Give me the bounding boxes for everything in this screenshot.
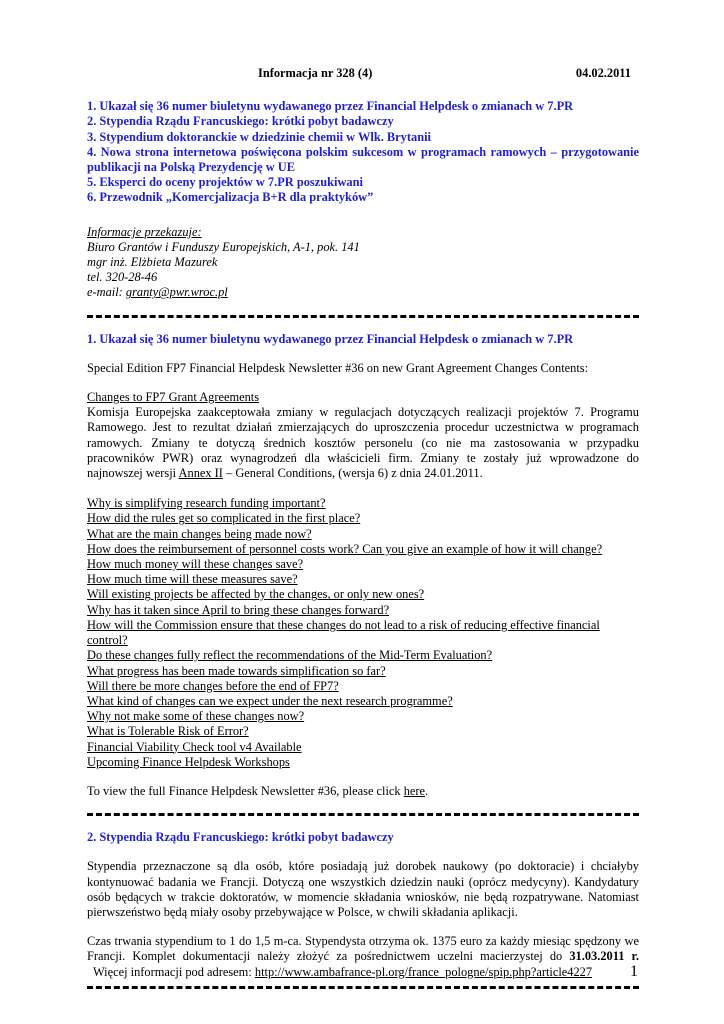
faq-link[interactable]: What is Tolerable Risk of Error? [87, 724, 249, 739]
section1-outro-start: To view the full Finance Helpdesk Newsletter #36, please click [87, 783, 404, 798]
annex-link[interactable]: Annex II [178, 466, 223, 481]
newsletter-here-link[interactable]: here [403, 783, 426, 798]
toc-item: 5. Eksperci do oceny projektów w 7.PR poszukiwani [87, 175, 363, 190]
document-header [87, 66, 639, 81]
contact-email-line [87, 285, 639, 300]
faq-link[interactable]: What are the main changes being made now? [87, 526, 312, 541]
faq-link-list [87, 496, 639, 770]
toc-item: 3. Stypendium doktoranckie w dziedzinie chemii w Wlk. Brytanii [87, 129, 431, 144]
faq-link[interactable]: How did the rules get so complicated in the first place? [87, 511, 361, 526]
section-divider [87, 315, 639, 318]
section2-paragraph-1: Stypendia przeznaczone są dla osób, które posiadają już dorobek naukowy (po doktoracie) i chciałyby kontynuować badania we Francji. Dotyczą one wszystkich dziedzin nauki (oprócz medycyny). Kandydatury osób będących w trakcie doktoratów, w momencie składania wniosków, nie będą rozpatrywane. Natomiast pierwszeństwo będą miały osoby przebywające w Polsce, w chwili składania aplikacji. [87, 859, 639, 919]
faq-link[interactable]: Do these changes fully reflect the recommendations of the Mid-Term Evaluation? [87, 648, 493, 663]
contact-block [87, 225, 639, 301]
section2-paragraph-2 [87, 934, 639, 980]
faq-link[interactable]: How much time will these measures save? [87, 572, 298, 587]
toc-item: 6. Przewodnik „Komercjalizacja B+R dla praktyków” [87, 190, 374, 205]
page-number: 1 [630, 963, 638, 980]
contact-office: Biuro Grantów i Funduszy Europejskich, A-1, pok. 141 [87, 239, 360, 254]
faq-link[interactable]: Why is simplifying research funding important? [87, 496, 326, 511]
faq-link[interactable]: Why not make some of these changes now? [87, 709, 305, 724]
faq-link[interactable]: What progress has been made towards simplification so far? [87, 663, 386, 678]
toc-item: 1. Ukazał się 36 numer biuletynu wydawanego przez Financial Helpdesk o zmianach w 7.PR [87, 99, 574, 114]
contact-person: mgr inż. Elżbieta Mazurek [87, 255, 218, 270]
section2-para2-mid: Więcej informacji pod adresem: [87, 964, 255, 979]
faq-link[interactable]: Why has it taken since April to bring these changes forward? [87, 602, 390, 617]
section2-deadline: 31.03.2011 r. [569, 949, 639, 964]
faq-link[interactable]: How will the Commission ensure that these changes do not lead to a risk of reducing effective financial control? [87, 617, 600, 648]
section1-subheading: Changes to FP7 Grant Agreements [87, 390, 260, 405]
document-date: 04.02.2011 [575, 66, 631, 80]
document-page [87, 66, 639, 1003]
table-of-contents [87, 99, 639, 205]
contact-label: Informacje przekazuje: [87, 224, 202, 239]
section1-outro [87, 784, 639, 799]
faq-link[interactable]: Will there be more changes before the end of FP7? [87, 678, 339, 693]
section1-outro-end: . [425, 783, 429, 798]
faq-link[interactable]: Financial Viability Check tool v4 Available [87, 739, 302, 754]
contact-email-link[interactable]: granty@pwr.wroc.pl [125, 285, 228, 300]
contact-phone: tel. 320-28-46 [87, 270, 158, 285]
faq-link[interactable]: How does the reimbursement of personnel costs work? Can you give an example of how it will change? [87, 541, 603, 556]
section1-intro: Special Edition FP7 Financial Helpdesk Newsletter #36 on new Grant Agreement Changes Contents: [87, 360, 589, 375]
faq-link[interactable]: What kind of changes can we expect under the next research programme? [87, 693, 453, 708]
faq-link[interactable]: Upcoming Finance Helpdesk Workshops [87, 754, 290, 769]
contact-email-prefix: e-mail: [87, 285, 126, 300]
section-divider [87, 813, 639, 816]
faq-link[interactable]: Will existing projects be affected by the changes, or only new ones? [87, 587, 425, 602]
toc-item: 4. Nowa strona internetowa poświęcona polskim sukcesom w programach ramowych – przygotowanie publikacji na Polską Prezydencję w UE [87, 144, 639, 175]
section1-body-start: Komisja Europejska zaakceptowała zmiany w regulacjach dotyczących realizacji projektów 7. Programu Ramowego. Jest to rezultat działań zmierzających do uproszczenia procedur uczestnictwa w programach ramowych. Zmiany te dotyczą średnich kosztów personelu (co nie ma zastosowania w przypadku pracowników PWR) oraz wynagrodzeń dla właścicieli firm. Zmiany te zostały już wprowadzone do najnowszej wersji [87, 405, 639, 481]
section1-title: 1. Ukazał się 36 numer biuletynu wydawanego przez Financial Helpdesk o zmianach w 7.PR [87, 331, 574, 346]
document-title: Informacja nr 328 (4) [258, 66, 373, 80]
toc-item: 2. Stypendia Rządu Francuskiego: krótki pobyt badawczy [87, 114, 394, 129]
section2-para2-start: Czas trwania stypendium to 1 do 1,5 m-ca. Stypendysta otrzyma ok. 1375 euro za każdy miesiąc spędzony we Francji. Komplet dokumentacji należy złożyć za pośrednictwem uczelni macierzystej do [87, 934, 639, 964]
section1-body [87, 390, 639, 481]
ambafrance-url-link[interactable]: http://www.ambafrance-pl.org/france_pologne/spip.php?article4227 [254, 964, 593, 979]
section1-body-end: – General Conditions, (wersja 6) z dnia 24.01.2011. [222, 466, 483, 481]
section-divider [87, 986, 639, 989]
section2-title: 2. Stypendia Rządu Francuskiego: krótki pobyt badawczy [87, 830, 394, 845]
faq-link[interactable]: How much money will these changes save? [87, 557, 304, 572]
